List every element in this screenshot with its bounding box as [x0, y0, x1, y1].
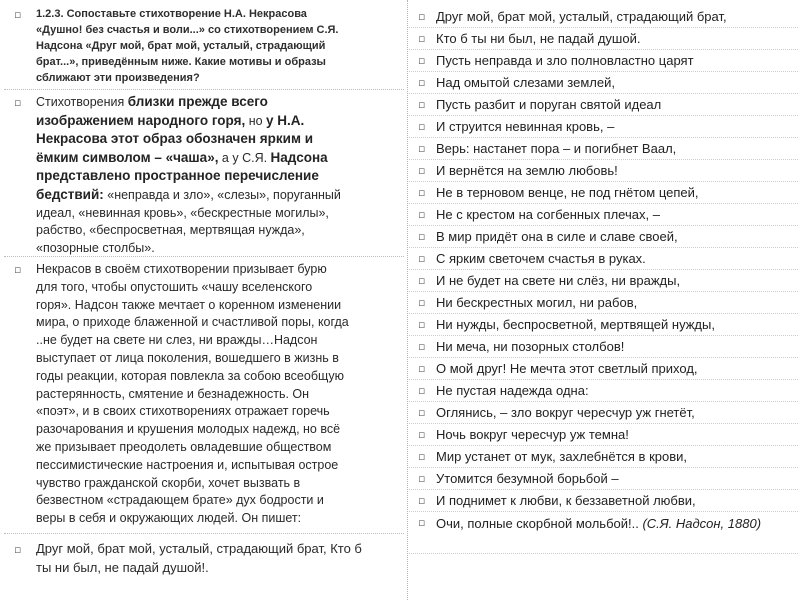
commentary-line: веры в себя и окружающих людей. Он пишет: — [36, 511, 302, 526]
commentary-line: безвестном «страдающем брате» дух бодрости и — [36, 493, 324, 508]
poem-line — [409, 248, 798, 270]
bullet-icon: ▫ — [418, 98, 426, 111]
commentary-line: Некрасов в своём стихотворении призывает бурю — [36, 262, 327, 276]
poem-line-text: И поднимет к любви, к беззаветной любви, — [436, 493, 696, 508]
bullet-icon: ▫ — [418, 516, 426, 529]
answer-line — [36, 240, 404, 258]
bullet-icon: ▫ — [418, 274, 426, 287]
task-line: брат...», приведённым ниже. Какие мотивы и образы — [36, 56, 326, 68]
commentary-line: чувство гражданской скорби, хочет вызвать в — [36, 475, 301, 490]
bullet-icon: ▫ — [14, 8, 22, 21]
poem-line-text: В мир придёт она в силе и славе своей, — [436, 229, 678, 244]
answer-line — [36, 167, 404, 186]
poem-line-text: Утомится безумной борьбой – — [436, 471, 619, 486]
poem-line-text: И струится невинная кровь, – — [436, 119, 615, 134]
bullet-icon: ▫ — [418, 120, 426, 133]
task-line: 1.2.3. Сопоставьте стихотворение Н.А. Некрасова — [36, 8, 307, 20]
poem-line-text: Ни меча, ни позорных столбов! — [436, 339, 625, 354]
commentary-line: «поэт», и в своих стихотворениях отражает горечь — [36, 404, 330, 419]
answer-text — [36, 93, 404, 257]
bullet-icon: ▫ — [418, 384, 426, 397]
bullet-icon: ▫ — [418, 494, 426, 507]
poem-last-line-text: Очи, полные скорбной мольбой!.. — [436, 516, 643, 531]
poem-line-text: Верь: настанет пора – и погибнет Ваал, — [436, 141, 677, 156]
commentary-text — [36, 261, 404, 528]
answer-text-bold: бедствий: — [36, 186, 104, 202]
bullet-icon: ▫ — [418, 54, 426, 67]
poem-line-text: Друг мой, брат мой, усталый, страдающий брат, — [436, 9, 727, 24]
poem-line-text: Над омытой слезами землей, — [436, 75, 615, 90]
answer-text-normal: «неправда и зло», «слезы», поруганный — [103, 187, 341, 202]
separator — [4, 89, 404, 90]
poem-line-text: Мир устанет от мук, захлебнётся в крови, — [436, 449, 687, 464]
bullet-icon: ▫ — [418, 296, 426, 309]
poem-line-text: Ни бескрестных могил, ни рабов, — [436, 295, 638, 310]
answer-line — [36, 222, 404, 240]
bullet-icon: ▫ — [418, 318, 426, 331]
poem-line — [409, 6, 798, 28]
answer-text-bold: представлено пространное перечисление — [36, 168, 319, 184]
poem — [409, 6, 798, 554]
separator — [4, 256, 404, 257]
bullet-icon: ▫ — [418, 472, 426, 485]
poem-line-text: Не в терновом венце, не под гнётом цепей, — [436, 185, 699, 200]
bullet-icon: ▫ — [418, 76, 426, 89]
answer-text-bold: Некрасова этот образ обозначен ярким и — [36, 131, 314, 147]
quote-line: Друг мой, брат мой, усталый, страдающий брат, Кто б — [36, 541, 362, 556]
commentary-line: годы реакции, которая повлекла за собою всеобщую — [36, 368, 345, 383]
poem-line — [409, 358, 798, 380]
answer-text-normal: а у С.Я. — [218, 150, 271, 165]
commentary-line: ..не будет на свете ни слез, ни вражды…Надсон — [36, 333, 318, 348]
bullet-icon: ▫ — [418, 142, 426, 155]
commentary-line: же призывает преодолеть овладевшие обществом — [36, 439, 332, 454]
answer-line — [36, 130, 404, 149]
answer-text-bold: ёмким символом – «чаша», — [36, 149, 219, 165]
poem-line-text: Кто б ты ни был, не падай душой. — [436, 31, 641, 46]
bullet-icon: ▫ — [418, 208, 426, 221]
bullet-icon: ▫ — [418, 450, 426, 463]
bullet-icon: ▫ — [418, 340, 426, 353]
poem-line-text: О мой друг! Не мечта этот светлый приход, — [436, 361, 698, 376]
bullet-icon: ▫ — [418, 164, 426, 177]
poem-line — [409, 226, 798, 248]
bullet-icon: ▫ — [418, 252, 426, 265]
right-column — [409, 0, 800, 600]
poem-line — [409, 446, 798, 468]
poem-line — [409, 380, 798, 402]
answer-line — [36, 205, 404, 223]
poem-line — [409, 490, 798, 512]
poem-line-text: Не пустая надежда одна: — [436, 383, 589, 398]
poem-citation: (С.Я. Надсон, 1880) — [642, 516, 762, 531]
bullet-icon: ▫ — [418, 406, 426, 419]
poem-line — [409, 116, 798, 138]
poem-line — [409, 182, 798, 204]
bullet-icon: ▫ — [14, 96, 22, 109]
task-line: сближают эти произведения? — [36, 72, 200, 84]
answer-text-bold: близки прежде всего — [127, 94, 268, 109]
bullet-icon: ▫ — [418, 10, 426, 23]
answer-text-normal: идеал, «невинная кровь», «бескрестные могилы», — [36, 205, 329, 220]
poem-line-text: Пусть неправда и зло полновластно царят — [436, 53, 694, 68]
answer-line — [36, 112, 404, 131]
task-line: «Душно! без счастья и воли...» со стихотворением С.Я. — [36, 24, 339, 36]
poem-line-text: Ни нужды, беспросветной, мертвящей нужды, — [436, 317, 715, 332]
commentary-line: растерянность, смятение и безнадежность. Он — [36, 386, 310, 401]
poem-line-text: Не с крестом на согбенных плечах, – — [436, 207, 660, 222]
poem-line — [409, 468, 798, 490]
commentary-line: выступает от лица поколения, вошедшего в жизнь в — [36, 350, 339, 365]
poem-line — [409, 50, 798, 72]
answer-text-bold: изображением народного горя, — [36, 112, 246, 128]
answer-text-normal: рабство, «беспросветная, мертвящая нужда», — [36, 223, 305, 238]
poem-line-text: И вернётся на землю любовь! — [436, 163, 618, 178]
poem-line — [409, 402, 798, 424]
answer-text-normal: Стихотворения — [36, 95, 128, 109]
poem-line-text: И не будет на свете ни слёз, ни вражды, — [436, 273, 681, 288]
commentary-line: пессимистические настроения и, испытывая острое — [36, 457, 339, 472]
bullet-icon: ▫ — [418, 32, 426, 45]
poem-line — [409, 336, 798, 358]
separator — [4, 533, 404, 534]
poem-line — [409, 270, 798, 292]
poem-line — [409, 28, 798, 50]
poem-line — [409, 512, 798, 554]
bullet-icon: ▫ — [418, 428, 426, 441]
commentary-line: горя». Надсон также мечтает о коренном изменении — [36, 297, 342, 312]
commentary-line: разочарования и крушения молодых надежд, но всё — [36, 422, 341, 437]
poem-line — [409, 94, 798, 116]
answer-text-bold: Надсона — [270, 149, 328, 165]
poem-line-text: С ярким светочем счастья в руках. — [436, 251, 646, 266]
answer-text-bold: у Н.А. — [266, 112, 305, 128]
quote-text — [36, 539, 404, 577]
quote-line: ты ни был, не падай душой!. — [36, 560, 209, 575]
bullet-icon: ▫ — [14, 263, 22, 276]
poem-line — [409, 204, 798, 226]
poem-line-text: Оглянись, – зло вокруг чересчур уж гнетёт, — [436, 405, 695, 420]
poem-line — [409, 424, 798, 446]
commentary-line: мира, о приходе блаженной и счастливой поры, когда — [36, 315, 349, 330]
poem-line — [409, 138, 798, 160]
answer-line — [36, 93, 404, 112]
answer-text-normal: но — [245, 113, 267, 128]
task-line: Надсона «Друг мой, брат мой, усталый, страдающий — [36, 40, 326, 52]
answer-line — [36, 186, 404, 205]
column-divider — [407, 0, 408, 600]
answer-text-normal: «позорные столбы». — [36, 240, 155, 255]
poem-last-line — [436, 515, 766, 533]
poem-line-text: Пусть разбит и поруган святой идеал — [436, 97, 662, 112]
commentary-line: для того, чтобы опустошить «чашу вселенского — [36, 279, 313, 294]
answer-line — [36, 149, 404, 168]
bullet-icon: ▫ — [418, 362, 426, 375]
poem-line — [409, 72, 798, 94]
poem-line — [409, 314, 798, 336]
bullet-icon: ▫ — [14, 543, 22, 556]
bullet-icon: ▫ — [418, 186, 426, 199]
poem-line-text: Ночь вокруг чересчур уж темна! — [436, 427, 629, 442]
poem-line — [409, 160, 798, 182]
task-text — [36, 6, 404, 86]
poem-line — [409, 292, 798, 314]
bullet-icon: ▫ — [418, 230, 426, 243]
